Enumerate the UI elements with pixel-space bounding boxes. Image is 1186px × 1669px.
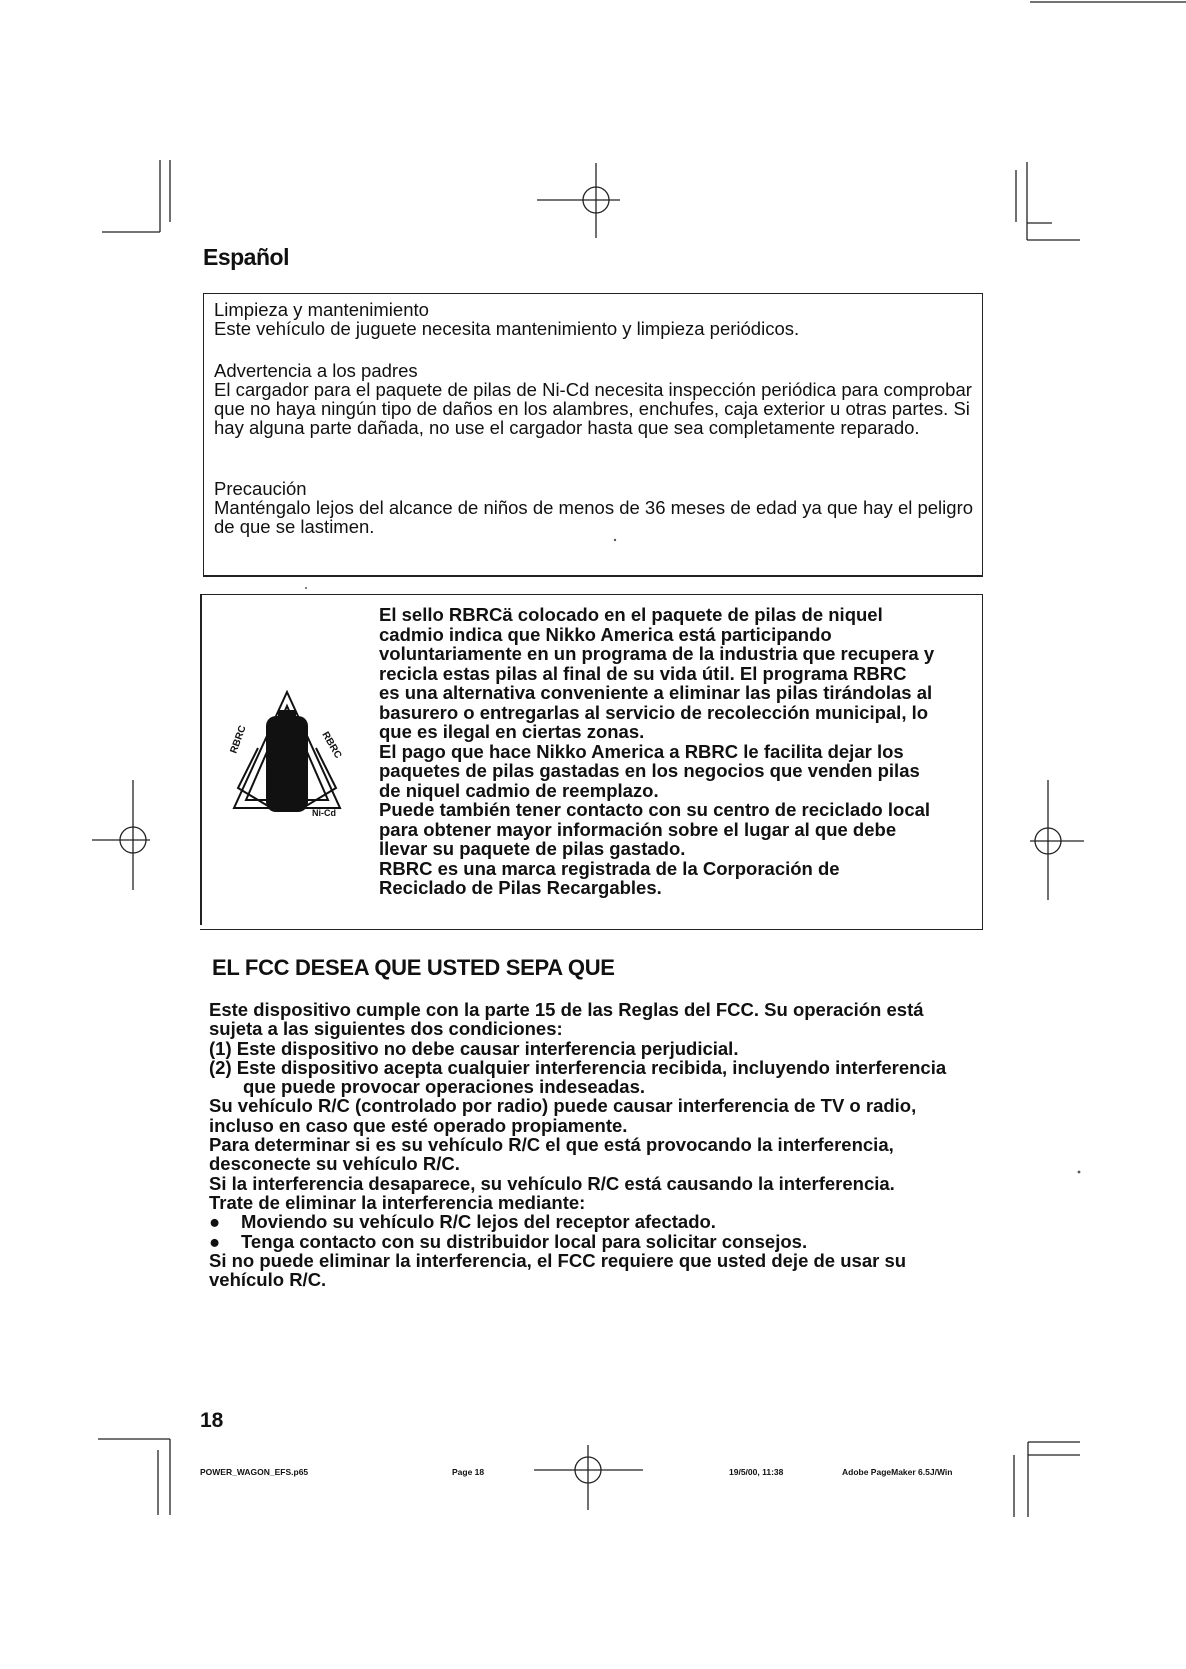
- fcc-bullet-text: Tenga contacto con su distribuidor local para solicitar consejos.: [241, 1230, 808, 1252]
- seal-text-bottom: Ni-Cd: [312, 808, 336, 818]
- caution-section: [214, 479, 979, 536]
- fcc-condition-2-cont: que puede provocar operaciones indeseadas.: [243, 1076, 645, 1098]
- care-warning-box: [203, 293, 983, 577]
- rbrc-text: El sello RBRCä colocado en el paquete de pilas de niquel cadmio indica que Nikko America está participando voluntariamente en un programa de la industria que recupera y recicla estas pilas al final de su vida útil. El programa RBRC es una alternativa conveniente a eliminar las pilas tirándolas al basurero o entregarlas al servicio de recolección municipal, lo que es ilegal en ciertas zonas. El pago que hace Nikko America a RBRC le facilita dejar los paquetes de pilas gastadas en los negocios que venden pilas de niquel cadmio de reemplazo. Puede también tener contacto con su centro de reciclado local para obtener mayor información sobre el lugar al que debe llevar su paquete de pilas gastado. RBRC es una marca registrada de la Corporación de Reciclado de Pilas Recargables.: [379, 604, 935, 898]
- fcc-line: Para determinar si es su vehículo R/C el que está provocando la interferencia,: [209, 1134, 894, 1156]
- fcc-line: Trate de eliminar la interferencia mediante:: [209, 1191, 586, 1213]
- cleaning-text: Este vehículo de juguete necesita mantenimiento y limpieza periódicos.: [214, 318, 800, 339]
- fcc-line: vehículo R/C.: [209, 1269, 327, 1291]
- language-heading: Español: [203, 244, 289, 270]
- fcc-condition-2: (2) Este dispositivo acepta cualquier interferencia recibida, incluyendo interferencia: [209, 1056, 947, 1078]
- cleaning-heading: Limpieza y mantenimiento: [214, 299, 429, 320]
- fcc-condition-1: (1) Este dispositivo no debe causar interferencia perjudicial.: [209, 1037, 739, 1059]
- fcc-line: sujeta a las siguientes dos condiciones:: [209, 1018, 563, 1040]
- fcc-line: Si la interferencia desaparece, su vehículo R/C está causando la interferencia.: [209, 1172, 895, 1194]
- slug-file: POWER_WAGON_EFS.p65: [200, 1467, 309, 1477]
- caution-text: Manténgalo lejos del alcance de niños de menos de 36 meses de edad ya que hay el peligro de que se lastimen.: [214, 497, 974, 537]
- slug-page: Page 18: [452, 1467, 485, 1477]
- page-number: 18: [200, 1409, 224, 1432]
- slug-date: 19/5/00, 11:38: [729, 1467, 784, 1477]
- seal-text-top: RBRC: [319, 730, 344, 761]
- fcc-bullet-item: [209, 1212, 989, 1231]
- fcc-bullet-item: [209, 1232, 989, 1251]
- caution-heading: Precaución: [214, 478, 307, 499]
- parents-warning-section: [214, 361, 979, 437]
- slug-app: Adobe PageMaker 6.5J/Win: [842, 1467, 953, 1477]
- fcc-line: desconecte su vehículo R/C.: [209, 1153, 460, 1175]
- fcc-title: EL FCC DESEA QUE USTED SEPA QUE: [212, 955, 615, 980]
- seal-text-left: RBRC: [228, 724, 249, 756]
- rbrc-recycling-seal-icon: [228, 688, 346, 828]
- bullet-icon: ●: [209, 1230, 221, 1252]
- fcc-bullet-text: Moviendo su vehículo R/C lejos del receptor afectado.: [241, 1211, 716, 1233]
- box-left-border: [200, 595, 202, 925]
- fcc-line: Su vehículo R/C (controlado por radio) puede causar interferencia de TV o radio,: [209, 1095, 917, 1117]
- cleaning-section: [214, 300, 979, 338]
- parents-warning-heading: Advertencia a los padres: [214, 360, 418, 381]
- fcc-body: [209, 1000, 989, 1289]
- bullet-icon: ●: [209, 1211, 221, 1233]
- fcc-line: incluso en caso que esté operado propiamente.: [209, 1114, 628, 1136]
- parents-warning-text: El cargador para el paquete de pilas de Ni-Cd necesita inspección periódica para comprobar que no haya ningún tipo de daños en los alambres, enchufes, caja exterior u otras partes. Si hay alguna parte dañada, no use el cargador hasta que sea completamente reparado.: [214, 379, 972, 438]
- fcc-line: Si no puede eliminar la interferencia, el FCC requiere que usted deje de usar su: [209, 1249, 907, 1271]
- fcc-line: Este dispositivo cumple con la parte 15 de las Reglas del FCC. Su operación está: [209, 999, 924, 1020]
